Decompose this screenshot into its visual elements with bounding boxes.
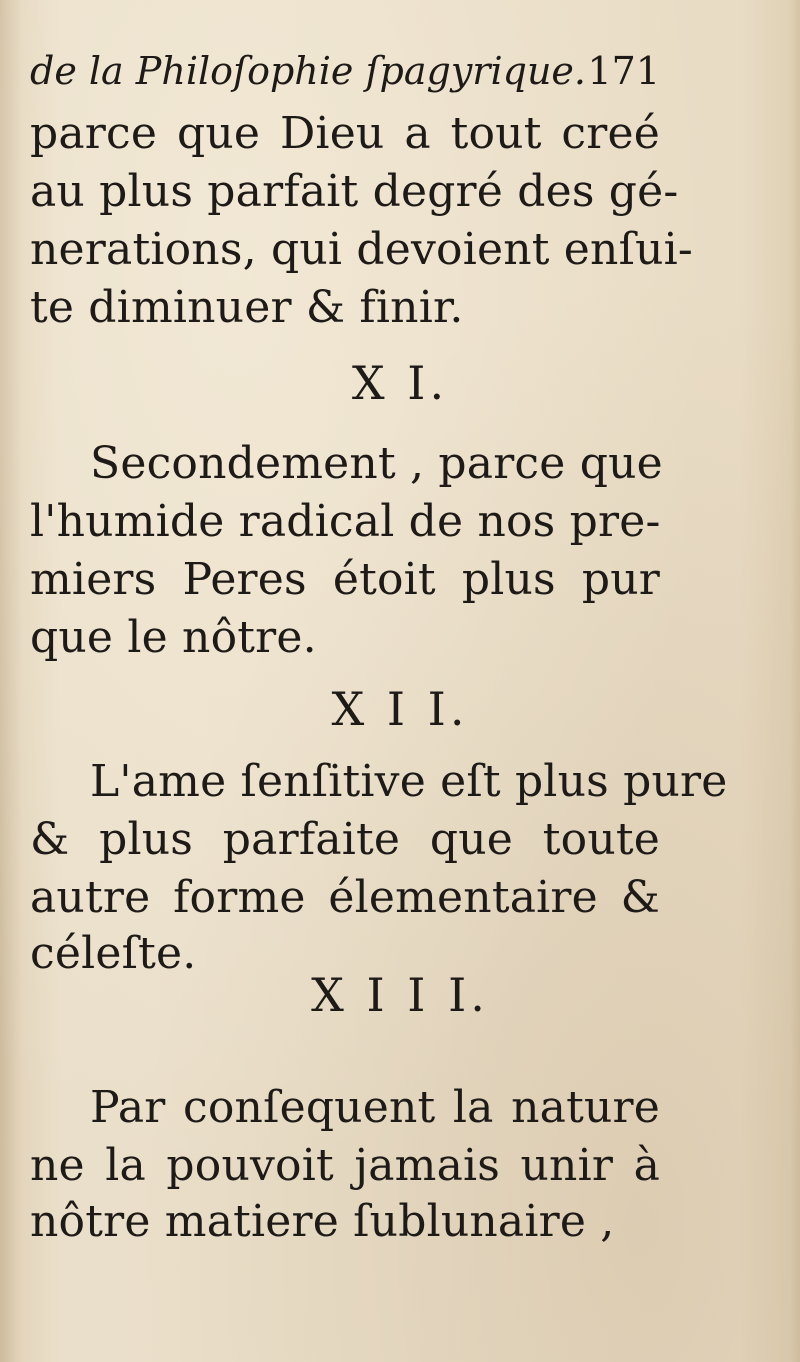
text-line: nôtre matiere ſublunaire , [30, 1196, 615, 1247]
text-line: parce que Dieu a tout creé [30, 108, 660, 159]
text-line: Secondement , parce que [90, 438, 663, 489]
page-number: 171 [587, 49, 660, 93]
section-heading: X I I. [331, 682, 469, 736]
page-header [30, 49, 660, 102]
text-line: miers Peres étoit plus pur [30, 554, 660, 605]
section-heading: X I I I. [311, 968, 489, 1022]
text-line: nerations, qui devoient enſui- [30, 224, 693, 275]
text-line: que le nôtre. [30, 612, 317, 663]
text-line: l'humide radical de nos pre- [30, 496, 661, 547]
text-line: céleſte. [30, 928, 197, 979]
section-heading: X I. [351, 356, 449, 410]
text-line: Par conſequent la nature [90, 1082, 660, 1133]
text-line: te diminuer & finir. [30, 282, 464, 333]
text-line: au plus parfait degré des gé- [30, 166, 679, 217]
text-line: L'ame ſenſitive eſt plus pure [90, 756, 728, 807]
text-line: & plus parfaite que toute [30, 814, 660, 865]
running-head: de la Philoſophie ſpagyrique. [30, 49, 586, 93]
text-line: autre forme élementaire & [30, 872, 660, 923]
text-line: ne la pouvoit jamais unir à [30, 1140, 660, 1191]
